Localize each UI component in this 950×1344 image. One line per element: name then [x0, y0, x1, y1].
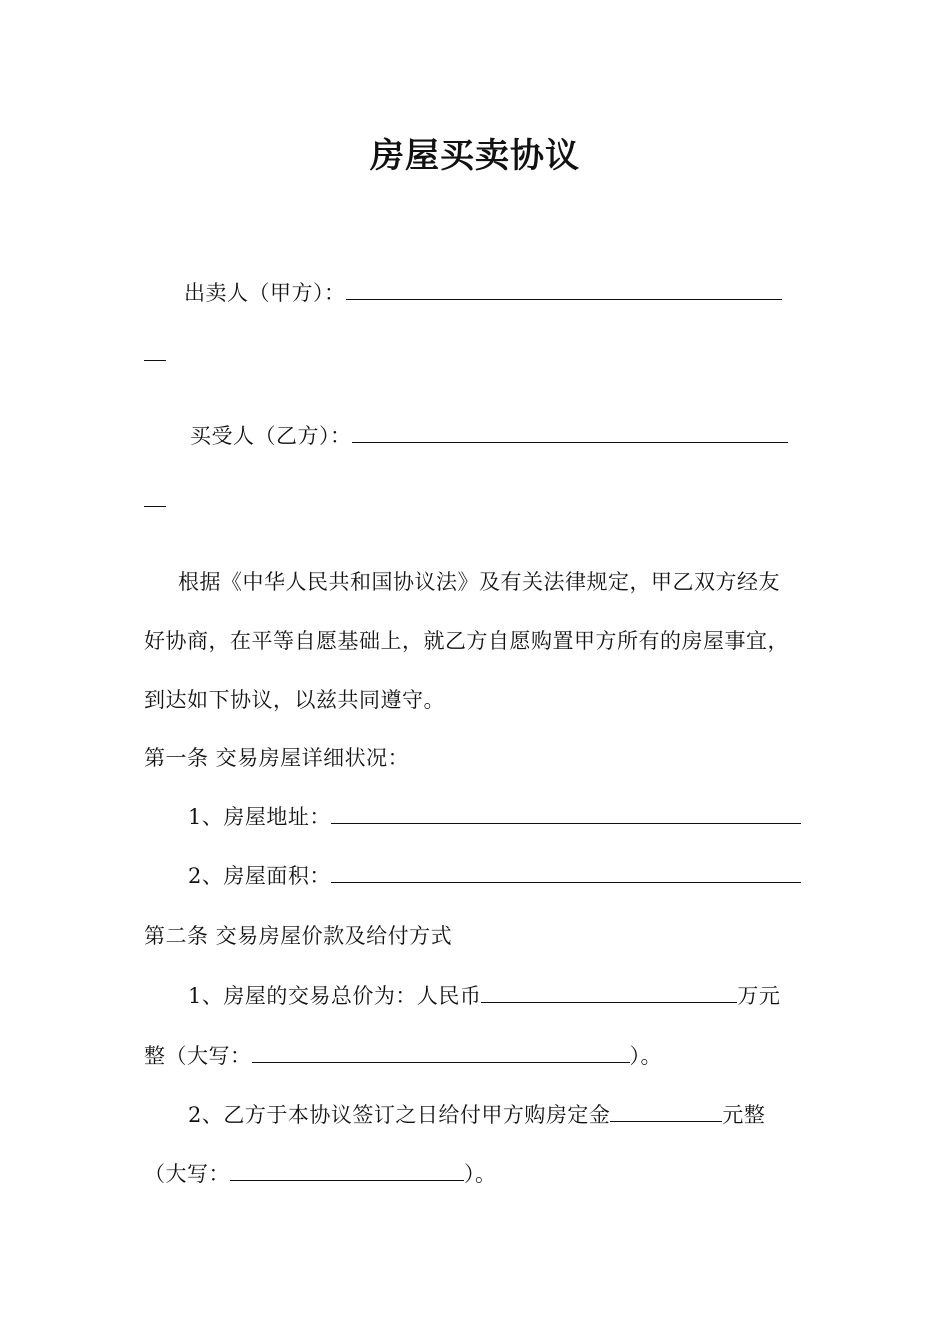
intro-line-2: 好协商，在平等自愿基础上，就乙方自愿购置甲方所有的房屋事宜，: [144, 629, 789, 653]
total-price-uppercase-close: ）。: [629, 1044, 662, 1068]
article-2-heading: 第二条 交易房屋价款及给付方式: [144, 924, 453, 948]
article-1-item-2: [188, 862, 801, 890]
buyer-blank[interactable]: [352, 422, 788, 443]
deposit-label: 2、乙方于本协议签订之日给付甲方购房定金: [188, 1103, 611, 1127]
total-price-blank[interactable]: [481, 982, 737, 1003]
house-address-blank[interactable]: [331, 803, 801, 824]
total-price-uppercase-blank[interactable]: [252, 1042, 630, 1063]
seller-line: [184, 279, 782, 307]
article-1-heading: 第一条 交易房屋详细状况：: [144, 746, 410, 770]
buyer-label: 买受人（乙方）：: [190, 424, 352, 448]
total-price-uppercase-label: 整（大写：: [144, 1044, 252, 1068]
article-2-item-2: [188, 1101, 765, 1129]
article-2-item-1-line-2: [144, 1042, 662, 1070]
article-1-item-1: [188, 803, 801, 831]
seller-blank[interactable]: [346, 279, 782, 300]
buyer-line: [190, 422, 788, 450]
deposit-uppercase-label: （大写：: [144, 1162, 230, 1186]
buyer-blank-continuation: [144, 505, 166, 507]
seller-blank-continuation: [144, 359, 166, 361]
deposit-uppercase-close: ）。: [464, 1162, 497, 1186]
house-area-label: 2、房屋面积：: [188, 864, 331, 888]
deposit-uppercase-blank[interactable]: [230, 1160, 464, 1181]
article-2-item-1: [188, 982, 780, 1010]
house-area-blank[interactable]: [331, 862, 801, 883]
deposit-blank[interactable]: [610, 1101, 722, 1122]
total-price-unit: 万元: [737, 984, 781, 1008]
house-address-label: 1、房屋地址：: [188, 805, 331, 829]
deposit-unit: 元整: [722, 1103, 766, 1127]
total-price-label: 1、房屋的交易总价为：人民币: [188, 984, 482, 1008]
document-title: 房屋买卖协议: [370, 136, 580, 176]
intro-line-3: 到达如下协议，以兹共同遵守。: [144, 688, 445, 712]
article-2-item-2-line-2: [144, 1160, 497, 1188]
intro-line-1: 根据《中华人民共和国协议法》及有关法律规定，甲乙双方经友: [178, 570, 780, 594]
seller-label: 出卖人（甲方）：: [184, 281, 346, 305]
